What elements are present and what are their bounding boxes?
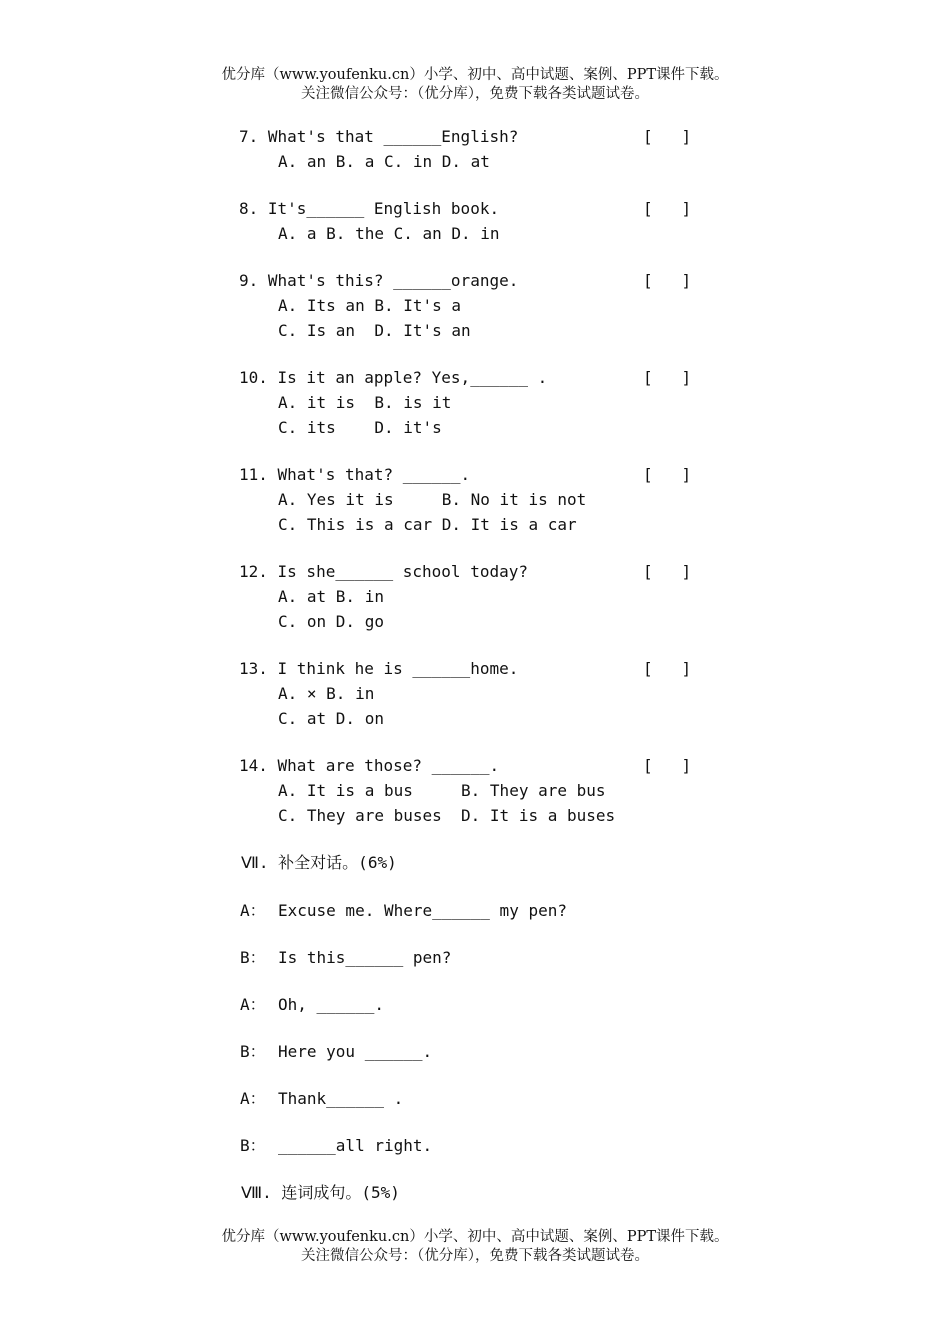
question-13-stem: 13. I think he is ______home. [239, 659, 519, 678]
question-13-options-line-1: A. × B. in [278, 684, 375, 703]
dialogue-line-1: Excuse me. Where______ my pen? [278, 901, 567, 920]
question-13-answer-bracket: [ ] [643, 659, 692, 678]
question-12-stem: 12. Is she______ school today? [239, 562, 528, 581]
dialogue-speaker-5: A： [240, 1089, 266, 1108]
dialogue-speaker-3: A： [240, 995, 266, 1014]
dialogue-line-3: Oh, ______. [278, 995, 384, 1014]
header-line-1: 优分库（www.youfenku.cn）小学、初中、高中试题、案例、PPT课件下载。 [221, 67, 729, 83]
question-10-answer-bracket: [ ] [643, 368, 692, 387]
header-line-2: 关注微信公众号：（优分库），免费下载各类试题试卷。 [301, 86, 649, 102]
question-7-stem: 7. What's that ______English? [239, 127, 519, 146]
question-9-answer-bracket: [ ] [643, 271, 692, 290]
question-8-options: A. a B. the C. an D. in [278, 224, 500, 243]
dialogue-speaker-4: B： [240, 1042, 266, 1061]
header-banner [0, 66, 950, 104]
question-14-answer-bracket: [ ] [643, 756, 692, 775]
dialogue-speaker-6: B： [240, 1136, 266, 1155]
dialogue-line-6: ______all right. [278, 1136, 433, 1155]
question-10-stem: 10. Is it an apple? Yes,______ . [239, 368, 548, 387]
dialogue-speaker-2: B： [240, 948, 266, 967]
question-12-answer-bracket: [ ] [643, 562, 692, 581]
question-9-options-line-2: C. Is an D. It's an [278, 321, 471, 340]
question-11-answer-bracket: [ ] [643, 465, 692, 484]
question-12-options-line-1: A. at B. in [278, 587, 384, 606]
dialogue-speaker-1: A： [240, 901, 266, 920]
question-7-answer-bracket: [ ] [643, 127, 692, 146]
footer-banner [0, 1228, 950, 1266]
question-8-stem: 8. It's______ English book. [239, 199, 500, 218]
question-11-options-line-1: A. Yes it is B. No it is not [278, 490, 587, 509]
question-11-stem: 11. What's that? ______. [239, 465, 471, 484]
question-12-options-line-2: C. on D. go [278, 612, 384, 631]
question-11-options-line-2: C. This is a car D. It is a car [278, 515, 577, 534]
section-7-title: Ⅶ. 补全对话。(6%) [241, 853, 397, 872]
question-14-options-line-2: C. They are buses D. It is a buses [278, 806, 616, 825]
question-10-options-line-1: A. it is B. is it [278, 393, 452, 412]
footer-line-1: 优分库（www.youfenku.cn）小学、初中、高中试题、案例、PPT课件下载。 [221, 1229, 729, 1245]
dialogue-line-4: Here you ______. [278, 1042, 433, 1061]
question-7-options: A. an B. a C. in D. at [278, 152, 490, 171]
dialogue-line-5: Thank______ . [278, 1089, 404, 1108]
question-10-options-line-2: C. its D. it's [278, 418, 442, 437]
question-14-options-line-1: A. It is a bus B. They are bus [278, 781, 606, 800]
question-14-stem: 14. What are those? ______. [239, 756, 500, 775]
footer-line-2: 关注微信公众号：（优分库），免费下载各类试题试卷。 [301, 1248, 649, 1264]
dialogue-line-2: Is this______ pen? [278, 948, 452, 967]
question-13-options-line-2: C. at D. on [278, 709, 384, 728]
section-8-title: Ⅷ. 连词成句。(5%) [241, 1183, 400, 1202]
question-9-options-line-1: A. Its an B. It's a [278, 296, 462, 315]
question-8-answer-bracket: [ ] [643, 199, 692, 218]
question-9-stem: 9. What's this? ______orange. [239, 271, 519, 290]
